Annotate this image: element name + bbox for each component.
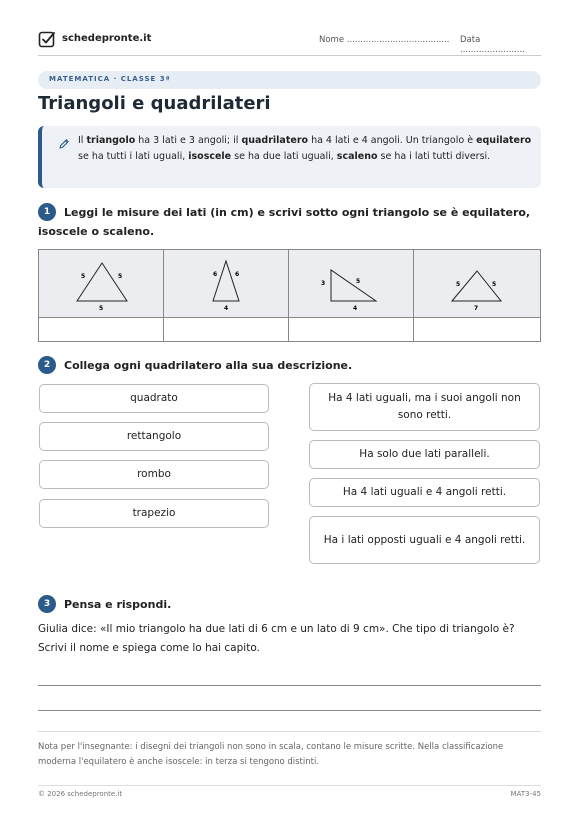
note-divider — [38, 731, 541, 732]
subject-badge — [38, 71, 541, 89]
name-field: Nome ...................................... — [319, 35, 450, 45]
exercise-3-title: Pensa e rispondi. — [64, 598, 172, 611]
triangle-cell-1 — [39, 250, 164, 317]
side-label: 6 — [213, 271, 218, 278]
site-name: schedepronte.it — [62, 33, 152, 44]
answer-line-1[interactable] — [38, 685, 541, 686]
exercise-1-title: Leggi le misure dei lati (in cm) e scrivi sotto ogni triangolo se è equilatero, isoscele o scaleno. — [38, 206, 531, 238]
side-label: 5 — [356, 278, 361, 285]
shape-box-trapezio[interactable]: trapezio — [39, 499, 269, 528]
shape-box-quadrato[interactable]: quadrato — [39, 384, 269, 413]
side-label: 4 — [353, 305, 358, 312]
equilateral-triangle — [39, 250, 164, 317]
side-label: 5 — [99, 305, 104, 312]
description-box-2[interactable]: Ha solo due lati paralleli. — [309, 440, 540, 469]
exercise-2-number: 2 — [38, 356, 56, 374]
page-title: Triangoli e quadrilateri — [38, 93, 271, 114]
info-box — [38, 126, 541, 188]
side-label: 6 — [235, 271, 240, 278]
exercise-3-number: 3 — [38, 595, 56, 613]
triangle-cell-3 — [289, 250, 414, 317]
footer-copyright: © 2026 schedepronte.it — [38, 790, 123, 798]
description-box-3[interactable]: Ha 4 lati uguali e 4 angoli retti. — [309, 478, 540, 507]
subject-label: MATEMATICA · CLASSE 3ª — [49, 75, 171, 83]
page-header — [38, 30, 541, 54]
teacher-note: Nota per l'insegnante: i disegni dei triangoli non sono in scala, contano le misure scritte. Nella classificazione moderna l'equilatero è anche isoscele: in terza si tengono distinti. — [38, 742, 504, 767]
scalene-triangle — [289, 250, 414, 317]
answer-cell-4[interactable] — [414, 317, 540, 342]
triangle-table — [38, 249, 541, 342]
answer-line-2[interactable] — [38, 710, 541, 711]
info-text: Il triangolo ha 3 lati e 3 angoli; il quadrilatero ha 4 lati e 4 angoli. Un triangolo è equilatero se ha tutti i lati uguali, isoscele se ha due lati uguali, scaleno se ha i lati tutti diversi. — [78, 135, 532, 162]
checkbox-logo-icon — [38, 30, 56, 48]
exercise-2-title: Collega ogni quadrilatero alla sua descrizione. — [64, 359, 353, 372]
side-label: 3 — [321, 280, 326, 287]
answer-cell-1[interactable] — [39, 317, 164, 342]
pencil-icon — [58, 138, 70, 150]
triangle-cell-4 — [414, 250, 540, 317]
shape-box-rettangolo[interactable]: rettangolo — [39, 422, 269, 451]
exercise-3-question: Giulia dice: «Il mio triangolo ha due lati di 6 cm e un lato di 9 cm». Che tipo di triangolo è? Scrivi il nome e spiega come lo hai capito. — [38, 623, 515, 654]
date-field: Data ........................ — [460, 35, 525, 55]
side-label: 5 — [456, 281, 461, 288]
footer-code: MAT3-45 — [510, 790, 541, 798]
description-box-1[interactable]: Ha 4 lati uguali, ma i suoi angoli non sono retti. — [309, 383, 540, 431]
answer-cell-2[interactable] — [164, 317, 289, 342]
side-label: 5 — [118, 273, 123, 280]
footer-divider — [38, 785, 541, 786]
answer-cell-3[interactable] — [289, 317, 414, 342]
isosceles-obtuse-triangle — [414, 250, 540, 317]
exercise-1-number: 1 — [38, 203, 56, 221]
side-label: 5 — [81, 273, 86, 280]
header-divider — [38, 55, 541, 56]
isosceles-triangle — [164, 250, 289, 317]
triangle-cell-2 — [164, 250, 289, 317]
shape-box-rombo[interactable]: rombo — [39, 460, 269, 489]
description-box-4[interactable]: Ha i lati opposti uguali e 4 angoli retti. — [309, 516, 540, 564]
side-label: 7 — [474, 305, 479, 312]
side-label: 5 — [492, 281, 497, 288]
side-label: 4 — [224, 305, 229, 312]
